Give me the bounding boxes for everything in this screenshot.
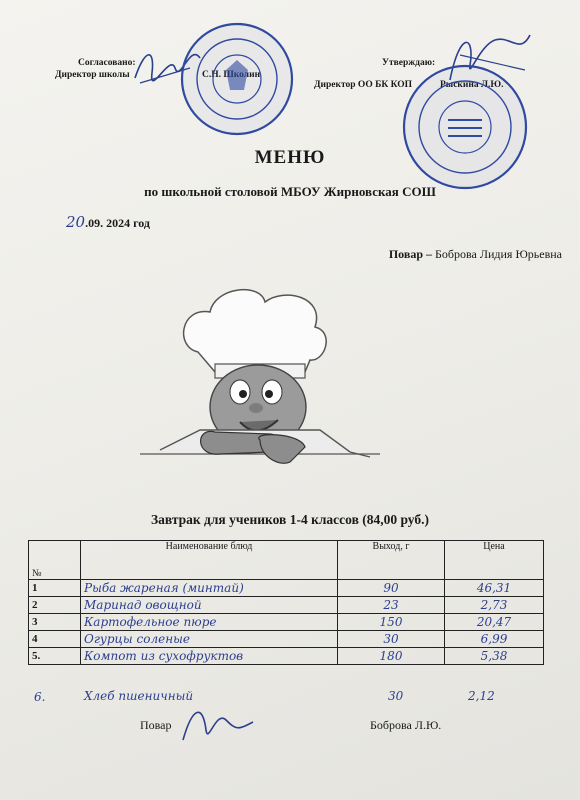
row-num: 2 [29, 597, 81, 614]
row-name: Маринад овощной [81, 597, 338, 614]
row-output: 90 [338, 580, 445, 597]
agreed-role: Директор школы [55, 70, 130, 80]
chef-illustration [140, 282, 380, 482]
extra-row-output: 30 [388, 689, 404, 703]
row-output: 30 [338, 631, 445, 648]
table-row [29, 580, 544, 597]
menu-table [28, 540, 544, 665]
approved-role: Директор ОО БК КОП [314, 80, 413, 90]
table-row [29, 648, 544, 665]
row-price: 46,31 [445, 580, 544, 597]
row-price: 2,73 [445, 597, 544, 614]
cook-name: Боброва Лидия Юрьевна [435, 247, 562, 261]
document-title: МЕНЮ [254, 147, 326, 168]
table-header-row [29, 541, 544, 580]
row-num: 4 [29, 631, 81, 648]
header-price: Цена [445, 541, 544, 580]
header-num: № [29, 541, 81, 580]
date-printed: .09. 2024 год [85, 216, 150, 230]
header-output: Выход, г [338, 541, 445, 580]
school-stamp-icon [178, 20, 296, 138]
row-price: 6,99 [445, 631, 544, 648]
row-price: 5,38 [445, 648, 544, 665]
cook-line [389, 247, 562, 262]
row-name: Картофельное пюре [81, 614, 338, 631]
row-num: 5. [29, 648, 81, 665]
header-name: Наименование блюд [81, 541, 338, 580]
row-output: 180 [338, 648, 445, 665]
row-price: 20,47 [445, 614, 544, 631]
row-num: 1 [29, 580, 81, 597]
approved-label: Утверждаю: [382, 58, 436, 68]
agreed-label: Согласовано: [78, 58, 136, 68]
extra-row-num: 6. [34, 690, 46, 704]
menu-date [66, 213, 150, 231]
row-output: 150 [338, 614, 445, 631]
table-row [29, 631, 544, 648]
cook-label: Повар – [388, 247, 433, 261]
row-name: Огурцы соленые [81, 631, 338, 648]
date-day: 20 [66, 213, 86, 231]
cook-signature-icon [178, 700, 258, 750]
row-name: Компот из сухофруктов [81, 648, 338, 665]
meal-title: Завтрак для учеников 1-4 классов (84,00 руб.) [150, 512, 429, 527]
extra-row-name: Хлеб пшеничный [84, 689, 194, 703]
extra-row-price: 2,12 [468, 689, 495, 703]
table-row [29, 597, 544, 614]
table-row [29, 614, 544, 631]
document-subtitle: по школьной столовой МБОУ Жирновская СОШ [144, 184, 436, 199]
footer-name: Боброва Л.Ю. [370, 718, 442, 732]
organization-stamp-icon [400, 62, 530, 192]
footer-label: Повар [140, 718, 172, 732]
row-output: 23 [338, 597, 445, 614]
row-num: 3 [29, 614, 81, 631]
row-name: Рыба жареная (минтай) [81, 580, 338, 597]
